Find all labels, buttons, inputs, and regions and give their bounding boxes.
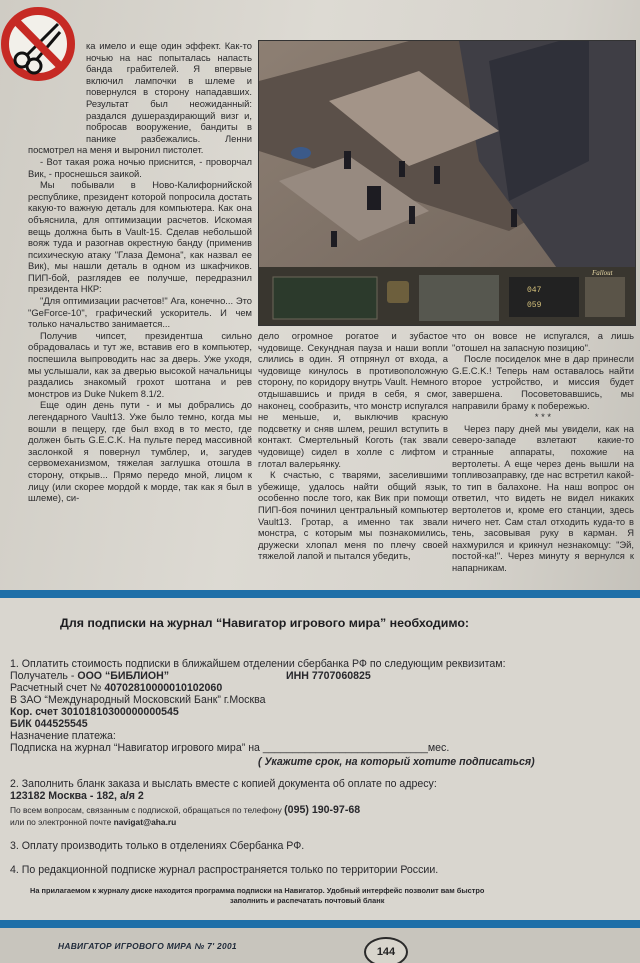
account-line (10, 682, 222, 694)
article-column-3 (452, 330, 634, 588)
disc-note-line1: На прилагаемом к журналу диске находится программа подписки на Навигатор. Удобный интерфейс позволит вам быстро (30, 886, 485, 895)
article-paragraph: Мы побывали в Ново-Калифорнийской республике, президент которой попросила достать какую-то важную деталь для компьютера. Как она объяснила, для оптимизации расчетов. Искомая вещь должна быть в Vault-15. Сделав небольшой вояж туда и разогнав окрестную банду (применив психическую атаку "Глаза Демона", как назвал ее Вик), мы нашли деталь в одном из шкафчиков. ПИП-бой, разглядев ее получше, передразнил президента НКР: (28, 179, 252, 295)
step3-text: 3. Оплату производить только в отделениях Сбербанка РФ. (10, 840, 305, 852)
svg-text:047: 047 (527, 286, 542, 295)
account-label: Расчетный счет № (10, 682, 105, 694)
step4-text: 4. По редакционной подписке журнал распространяется только по территории России. (10, 864, 439, 876)
disc-note-line2: заполнить и распечатать почтовый бланк (230, 896, 385, 905)
phone-line (10, 804, 360, 816)
blue-divider-bottom (0, 920, 640, 928)
bank-name: В ЗАО “Международный Московский Банк” г.Москва (10, 694, 266, 706)
phone-number: (095) 190-97-68 (284, 804, 361, 816)
article-column-1 (28, 40, 252, 588)
account-number: 40702810000010102060 (104, 682, 223, 694)
article-paragraph: Получив чипсет, президентша сильно обрадовалась и тут же, вставив его в компьютер, поспешила выпроводить нас за дверь. Уже уходя, мы услышали, как за дверью высокой начальницы раздались знакомый грохот шотгана и рев монстров из Duke Nukem 8.1/2. (28, 329, 252, 399)
recipient-label: Получатель - (10, 670, 78, 682)
article-column-2 (258, 330, 448, 588)
blue-divider-top (0, 590, 640, 598)
svg-text:059: 059 (527, 301, 542, 310)
article-paragraph: Через пару дней мы увидели, как на северо-западе взлетают какие-то странные аппараты, похожие на вертолеты. А еще через день вышли на топливозаправку, где нас встретил какой-то тип в балахоне. На наш вопрос он ответил, что видеть не видел никаких вертолетов и, кроме его станции, здесь ничего нет. Сам стал отходить куда-то в тень, засовывая руку в карман. Я нахмурился и крикнул незнакомцу: "Эй, постой-ка!". Через минуту я вернулся к напарникам. (452, 422, 634, 573)
game-screenshot (258, 40, 636, 326)
article-paragraph: что он вовсе не испугался, а лишь "отошел на запасную позицию". (452, 330, 634, 353)
subscription-title: Для подписки на журнал “Навигатор игрового мира” необходимо: (60, 616, 470, 630)
term-hint: ( Укажите срок, на который хотите подписаться) (258, 756, 535, 768)
section-divider: * * * (534, 411, 552, 423)
article-paragraph: Еще один день пути - и мы добрались до легендарного Vault13. Уже было темно, когда мы вошли в пещеру, где был вход в то место, где должен быть G.E.C.K. На пульте перед массивной заслонкой я повернул тумблер, и, загудев сервомеханизмом, тяжелая заглушка отошла в сторону, открыв... Прямо передо мной, лицом к лицу (или скорее мордой к морде, так как я был в шлеме), си- (28, 399, 252, 504)
page-number: 144 (364, 937, 408, 963)
email-line (10, 816, 176, 828)
article-paragraph: К счастью, с тварями, заселившими убежище, удалось найти общий язык, особенно после того, как Вик при помощи ПИП-боя починил центральный компьютер Vault13. Гротар, а именно так звали монстра, с которым мы познакомились, дружески хлопал меня по плечу своей тяжелой лапой и пытался убедить, (258, 469, 448, 562)
article-paragraph: ка имело и еще один эффект. Как-то ночью на нас попыталась напасть банда грабителей. Я впервые включил лампочки в шлеме и повернулся в сторону нападавших. Результат был неожиданный: раздался душераздирающий визг и, побросав вооружение, бандиты в панике разбежались. Ленни посмотрел на меня и выронил пистолет. (28, 40, 252, 156)
email-link[interactable]: navigat@aha.ru (113, 817, 177, 827)
step2-text: 2. Заполнить бланк заказа и выслать вместе с копией документа об оплате по адресу: (10, 778, 437, 790)
game-screenshot-art (259, 41, 635, 325)
recipient-line (10, 670, 169, 682)
article-paragraph: После посиделок мне в дар принесли G.E.C.K.! Теперь нам оставалось найти второе устройство, и миссия будет завершена. Посоветовавшись, мы направили браму к побережью. (452, 353, 634, 411)
purpose-text: Подписка на журнал “Навигатор игрового мира” на ____________________________мес. (10, 742, 450, 754)
email-line-prefix: или по электронной почте (10, 817, 114, 827)
magazine-issue: НАВИГАТОР ИГРОВОГО МИРА № 7' 2001 (58, 941, 237, 951)
bik: БИК 044525545 (10, 718, 88, 730)
inn: ИНН 7707060825 (286, 670, 371, 682)
corr-account: Кор. счет 30101810300000000545 (10, 706, 179, 718)
phone-line-prefix: По всем вопросам, связанным с подпиской, обращаться по телефону (10, 805, 285, 815)
article-paragraph: - Вот такая рожа ночью приснится, - проворчал Вик, - проснешься заикой. (28, 155, 252, 179)
step1-intro: 1. Оплатить стоимость подписки в ближайшем отделении сбербанка РФ по следующим реквизитам: (10, 658, 506, 670)
hud-logo: Fallout (592, 269, 613, 277)
recipient-name: ООО “БИБЛИОН” (77, 670, 170, 682)
postal-address: 123182 Москва - 182, а/я 2 (10, 790, 144, 802)
article-paragraph: дело огромное рогатое и зубастое чудовище. Секундная пауза и наши вопли слились в один. Я отпрянул от входа, а чудовище кинулось в противоположную сторону, по коридору внутрь Vault. Немного отдышавшись и придя в себя, я смог, наконец, сообразить, что монстр испугался не меньше, и, выключив красную подсветку и сняв шлем, решил вступить в контакт. Смертельный Коготь (так звали чудовище) сидел в холле с лифтом и глотал валерьянку. (258, 330, 448, 469)
article-paragraph: "Для оптимизации расчетов!" Ага, конечно... Это "GeForce-10", графический ускоритель. И чем только начальство занимается... (28, 295, 252, 330)
purpose-label: Назначение платежа: (10, 730, 116, 742)
